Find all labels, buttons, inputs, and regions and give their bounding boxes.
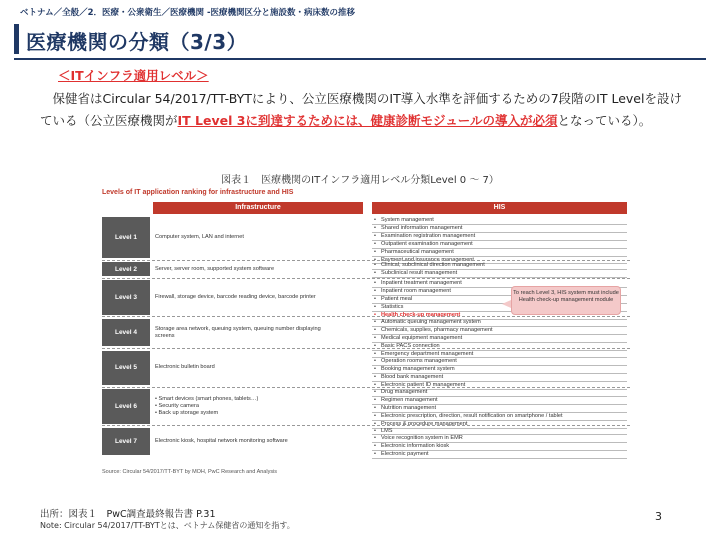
page-title: 医療機関の分類（3/3） — [26, 30, 248, 54]
his-item: • Patient meal — [372, 296, 627, 304]
infrastructure-cell — [153, 318, 363, 348]
level-row — [102, 388, 630, 425]
his-item: • Outpatient examination management — [372, 241, 627, 249]
note-line: Note: Circular 54/2017/TT-BYTとは、ベトナム保健省の通知を指す。 — [40, 521, 295, 530]
his-item: • Electronic patient ID management — [372, 382, 627, 390]
infrastructure-cell — [153, 216, 363, 259]
his-item: • Medical equipment management — [372, 335, 627, 343]
his-cell — [372, 351, 627, 387]
figure-title: Levels of IT application ranking for infrastructure and HIS — [102, 189, 294, 196]
his-item: • Examination registration management — [372, 233, 627, 241]
his-item: • Regimen management — [372, 397, 627, 405]
his-item: • LMS — [372, 428, 627, 436]
breadcrumb: ベトナム／全般／2．医療・公衆衛生／医療機関 -医療機関区分と施設数・病床数の推移 — [20, 8, 355, 18]
his-item: • Chemicals, supplies, pharmacy management — [372, 327, 627, 335]
his-item: • Inpatient room management — [372, 288, 627, 296]
title-accent-bar — [14, 24, 19, 54]
level-row — [102, 261, 630, 277]
infrastructure-item: Computer system, LAN and internet — [155, 234, 244, 241]
infrastructure-cell — [153, 261, 363, 277]
infrastructure-item: Server, server room, supported system software — [155, 265, 275, 272]
infrastructure-item: Electronic kiosk, hospital network monitoring software — [155, 437, 288, 444]
section-heading: ＜ITインフラ適用レベル＞ — [58, 68, 209, 83]
figure-caption: 図表１ 医療機関のITインフラ適用レベル分類Level 0 ～ 7） — [221, 175, 499, 186]
his-item: • Booking management system — [372, 366, 627, 374]
his-item: • Inpatient treatment management — [372, 280, 627, 288]
his-item: • Electronic payment — [372, 451, 627, 459]
callout-pointer — [502, 300, 511, 308]
his-item: • Payment and insurance management — [372, 257, 627, 265]
level-label: Level 7 — [102, 428, 150, 456]
infrastructure-item: • Security camera — [155, 402, 199, 409]
his-item: • Health check-up management — [372, 312, 627, 320]
his-item: • Voice recognition system in EMR — [372, 435, 627, 443]
level-row — [102, 318, 630, 348]
header-infrastructure: Infrastructure — [153, 202, 363, 214]
his-item: • Statistics — [372, 304, 627, 312]
his-item: • Subclinical result management — [372, 270, 627, 278]
his-item: • Clinical, subclinical direction management — [372, 262, 627, 270]
his-cell — [372, 389, 627, 425]
level3-callout: To reach Level 3, HIS system must include Health check-up management module — [511, 286, 621, 315]
his-cell — [372, 262, 627, 277]
infrastructure-cell — [153, 350, 363, 387]
header-his: HIS — [372, 202, 627, 214]
level-row — [102, 216, 630, 263]
level-label: Level 1 — [102, 217, 150, 258]
infrastructure-item: Storage area network, queuing system, queuing number displaying — [155, 325, 321, 332]
infrastructure-cell — [153, 388, 363, 425]
his-cell — [372, 319, 627, 348]
level-label: Level 5 — [102, 351, 150, 386]
intro-paragraph — [40, 88, 690, 132]
level-label: Level 3 — [102, 280, 150, 315]
page-number: 3 — [655, 510, 662, 523]
intro-text-1: 保健省はCircular 54/2017/TT-BYTにより、公立医療機関のIT導入水準を評価するための7段階のIT Levelを設けている（公立医療機関が — [40, 91, 682, 128]
infrastructure-item: • Back up storage system — [155, 409, 219, 416]
level-label: Level 4 — [102, 319, 150, 347]
his-cell — [372, 217, 627, 263]
intro-text-2: となっている）。 — [557, 113, 652, 128]
his-item: • Emergency department management — [372, 351, 627, 359]
his-item: • Blood bank management — [372, 374, 627, 382]
infrastructure-cell — [153, 427, 363, 457]
infrastructure-item: • Smart devices (smart phones, tablets…) — [155, 395, 259, 402]
figure-source: Source: Circular 54/2017/TT-BYT by MOH, PwC Research and Analysis — [102, 469, 278, 475]
his-item: • Operation rooms management — [372, 358, 627, 366]
his-item: • Nutrition management — [372, 405, 627, 413]
infrastructure-item: Electronic bulletin board — [155, 364, 215, 371]
infrastructure-item: screens — [155, 332, 175, 339]
his-item: • Electronic prescription, direction, result notification on smartphone / tablet — [372, 413, 627, 421]
source-line: 出所：図表１ PwC調査最終報告書 P.31 — [40, 509, 216, 520]
infrastructure-item: Firewall, storage device, barcode reading device, barcode printer — [155, 294, 316, 301]
level-label: Level 2 — [102, 262, 150, 276]
infrastructure-cell — [153, 279, 363, 316]
his-item: • System management — [372, 217, 627, 225]
intro-highlight: IT Level 3に到達するためには、健康診断モジュールの導入が必須 — [177, 113, 558, 128]
his-item: • Drug management — [372, 389, 627, 397]
it-level-figure — [102, 189, 630, 479]
level-row — [102, 350, 630, 387]
his-item: • Automatic queuing management system — [372, 319, 627, 327]
his-item: • Electronic information kiosk — [372, 443, 627, 451]
his-item: • Process & procedure management — [372, 421, 627, 429]
his-item: • Pharmaceutical management — [372, 249, 627, 257]
his-item: • Shared information management — [372, 225, 627, 233]
level-label: Level 6 — [102, 389, 150, 424]
his-item: • Basic PACS connection — [372, 343, 627, 351]
title-divider — [14, 58, 706, 60]
level-row — [102, 427, 630, 457]
his-cell — [372, 428, 627, 457]
